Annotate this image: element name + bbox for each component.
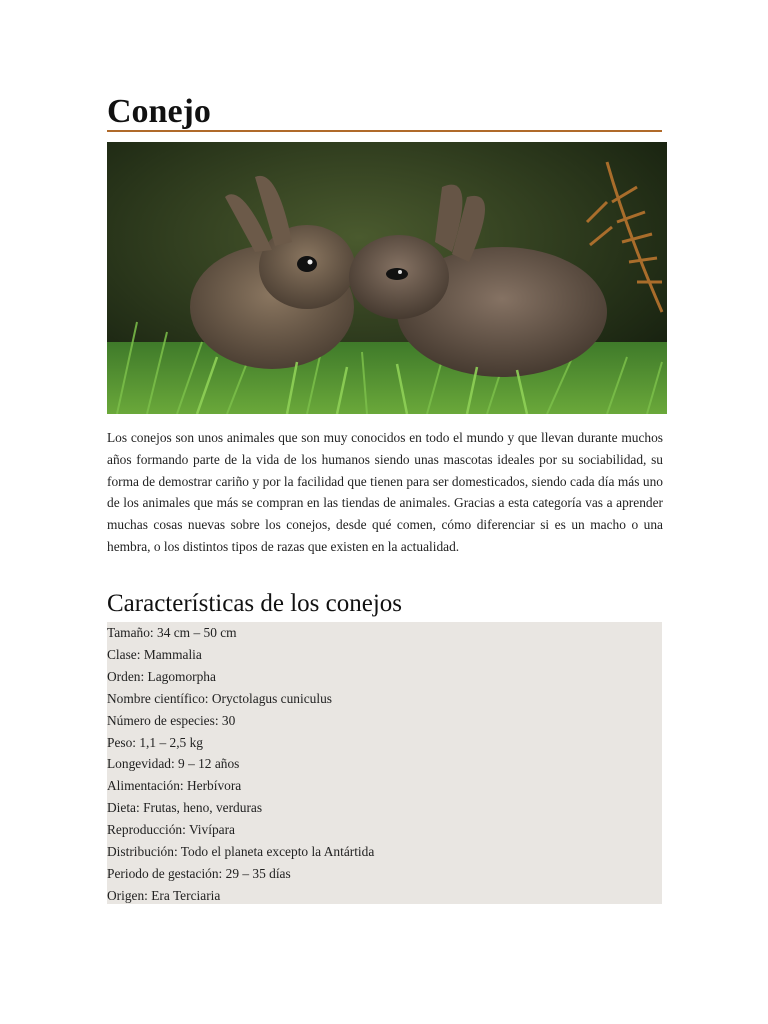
fact-item: Tamaño: 34 cm – 50 cm xyxy=(107,625,237,640)
fact-item: Nombre científico: Oryctolagus cuniculus xyxy=(107,690,332,706)
fact-item: Reproducción: Vivípara xyxy=(107,822,235,838)
fact-item: Origen: Era Terciaria xyxy=(107,887,221,903)
fact-item: Número de especies: 30 xyxy=(107,712,236,728)
fact-item: Distribución: Todo el planeta excepto la Antártida xyxy=(107,844,375,860)
rabbits-photo xyxy=(107,142,667,414)
page-title: Conejo xyxy=(107,93,211,130)
fact-item: Longevidad: 9 – 12 años xyxy=(107,756,240,772)
rabbits-illustration xyxy=(107,142,667,414)
fact-item: Peso: 1,1 – 2,5 kg xyxy=(107,734,203,750)
fact-item: Dieta: Frutas, heno, verduras xyxy=(107,800,263,816)
section-title: Características de los conejos xyxy=(107,590,403,617)
fact-item: Alimentación: Herbívora xyxy=(107,778,242,794)
facts-list xyxy=(107,622,662,904)
title-underline xyxy=(107,130,662,132)
fact-item: Clase: Mammalia xyxy=(107,646,202,662)
fact-item: Orden: Lagomorpha xyxy=(107,668,216,684)
intro-paragraph: Los conejos son unos animales que son muy conocidos en todo el mundo y que llevan durante muchos años formando parte de la vida de los humanos siendo unas mascotas ideales por su sociabilidad, su forma de demostrar cariño y por la facilidad que tienen para ser domesticados, siendo cada día más uno de los animales que más se compran en las tiendas de animales. Gracias a esta categoría vas a aprender muchas cosas nuevas sobre los conejos, desde qué comen, cómo diferenciar si es un macho o una hembra, o los distintos tipos de razas que existen en la actualidad. xyxy=(107,430,663,554)
fact-item: Periodo de gestación: 29 – 35 días xyxy=(107,865,291,881)
